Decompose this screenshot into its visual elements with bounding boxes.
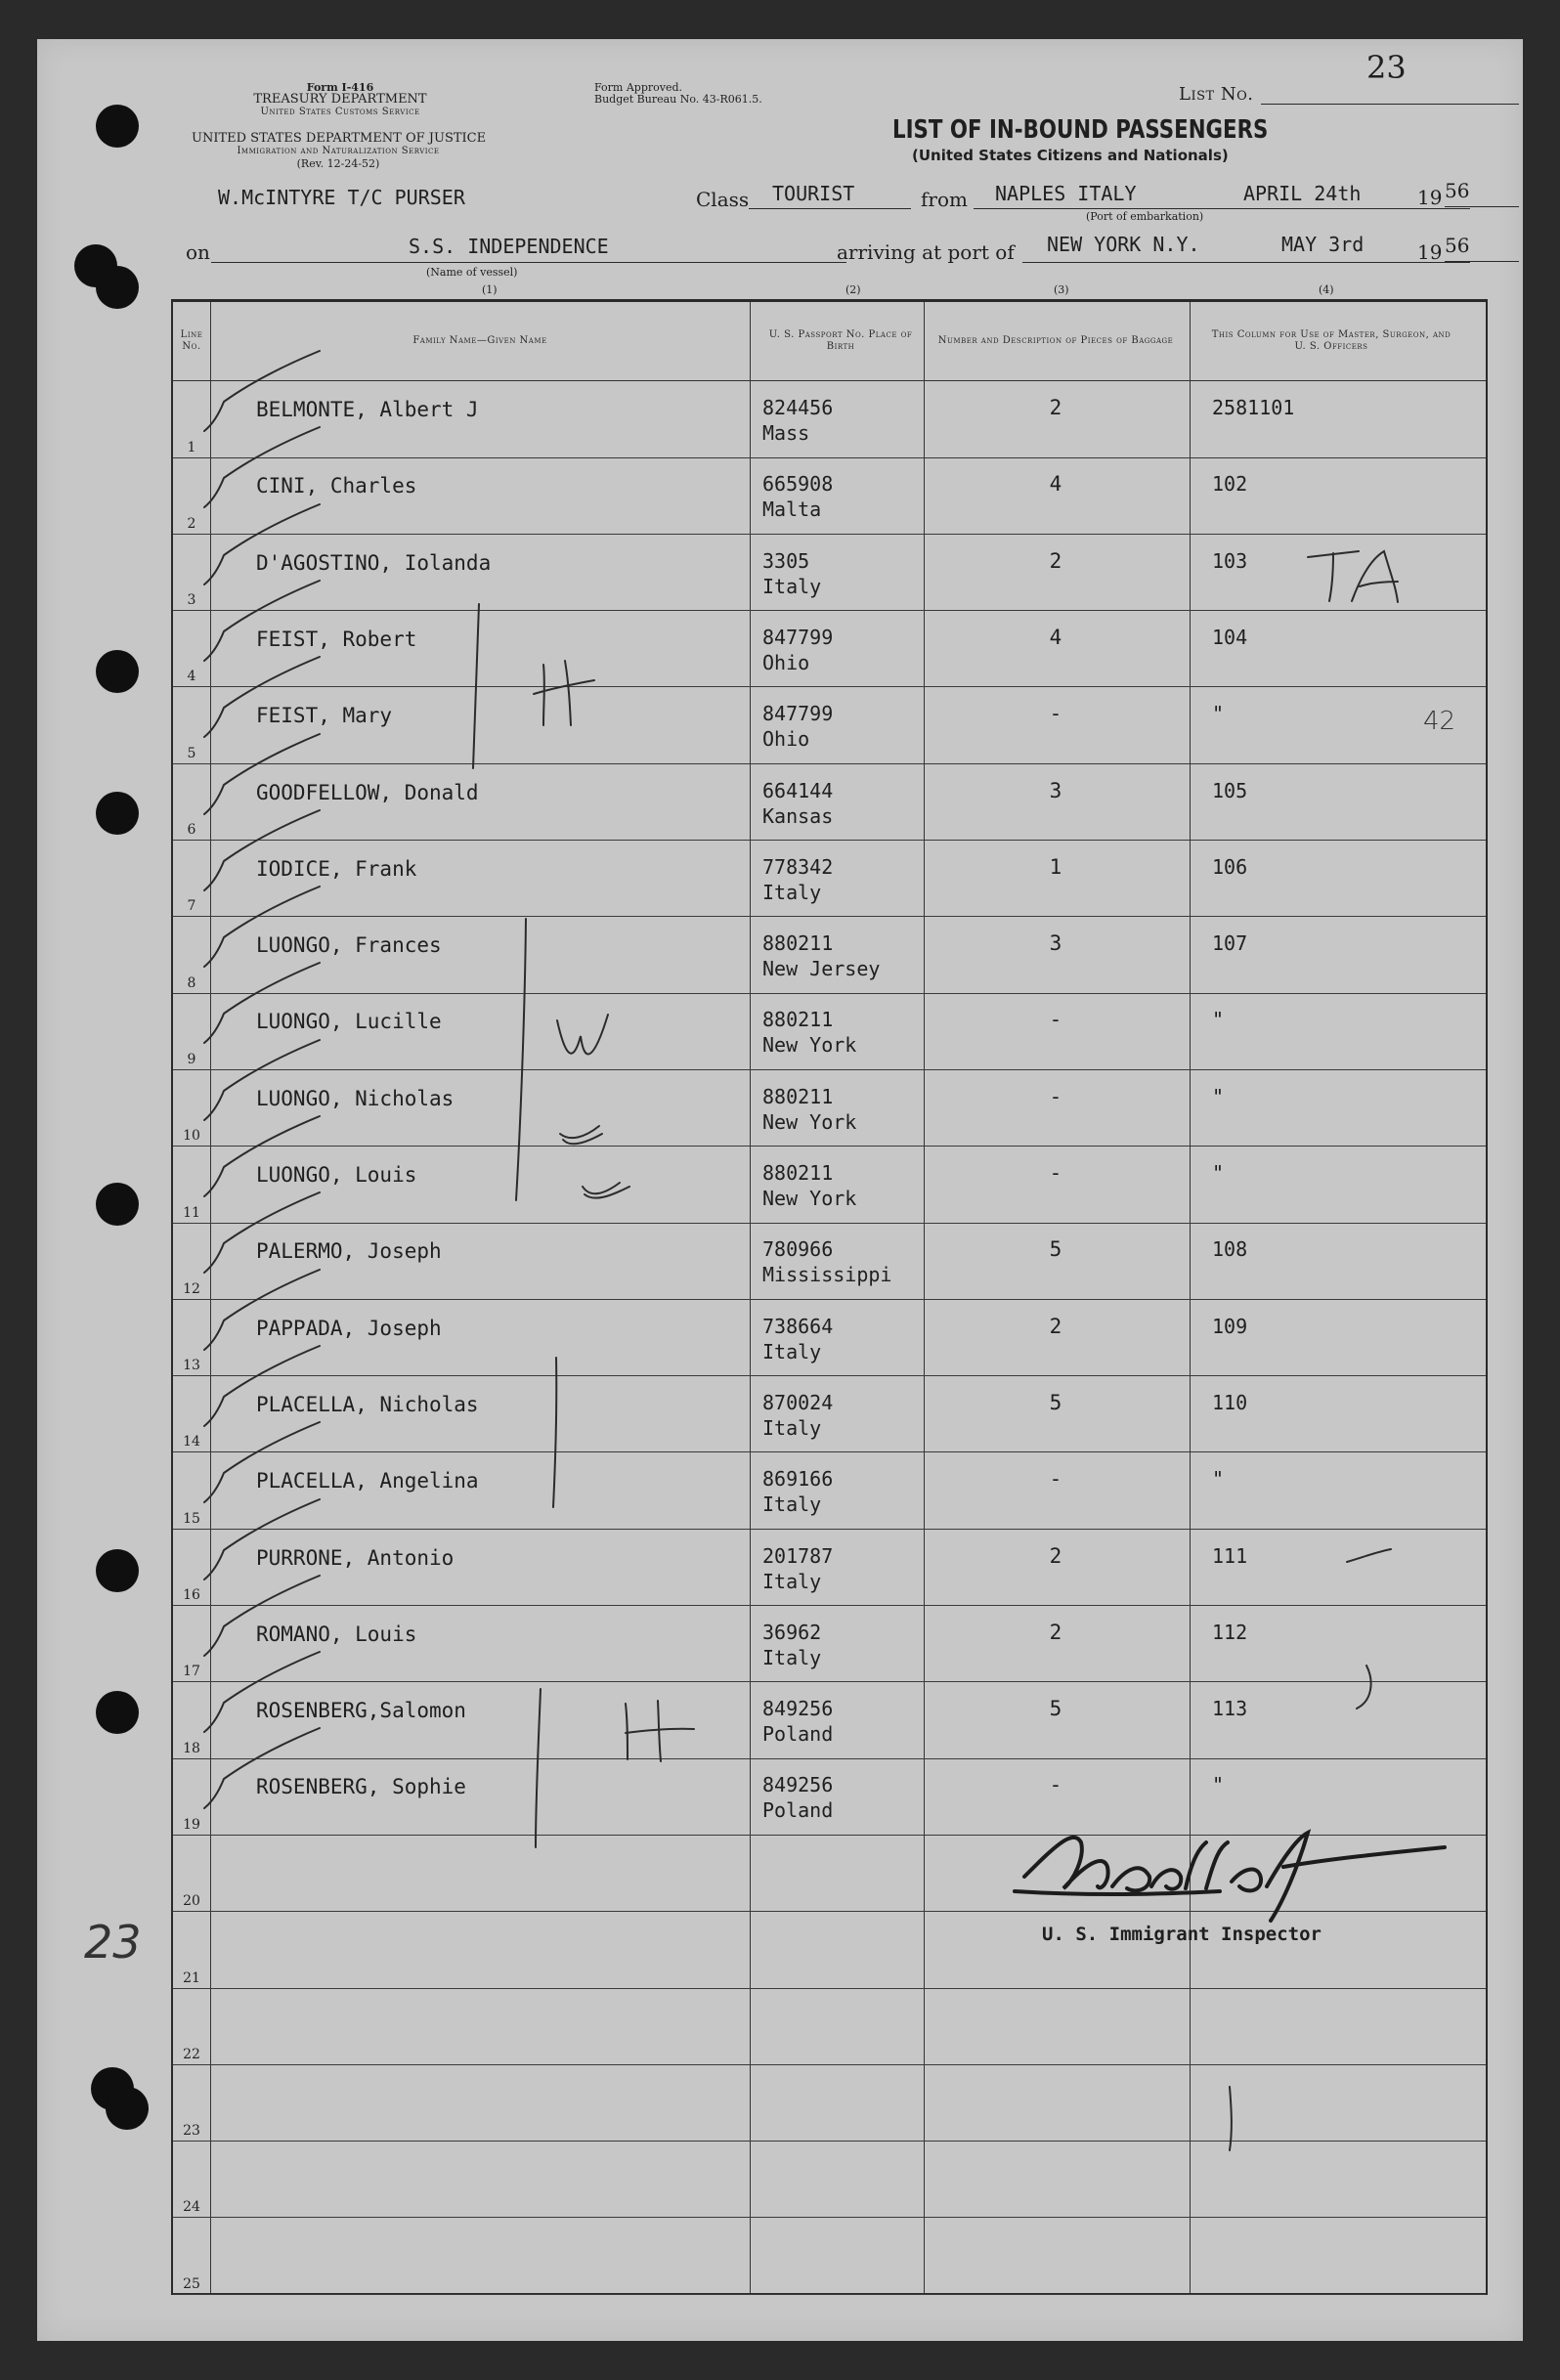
class-label: Class [696,188,750,211]
place-of-birth: Kansas [762,803,834,828]
officer-use-entry: 108 [1212,1237,1248,1262]
line-number: 1 [187,439,196,455]
place-of-birth: New York [762,1109,857,1134]
passport-number: 880211 [762,1084,834,1108]
passenger-name: GOODFELLOW, Donald [256,780,479,804]
purser-name: W.McINTYRE T/C PURSER [218,186,465,209]
line-number: 7 [187,898,196,915]
passenger-name: PLACELLA, Nicholas [256,1392,479,1416]
passenger-name: ROSENBERG,Salomon [256,1699,466,1723]
form-number: Form I-416 [306,81,374,94]
passport-number: 664144 [762,778,834,802]
line-number: 23 [183,2123,200,2140]
officer-use-entry: 110 [1212,1390,1248,1414]
officer-use-entry: " [1212,702,1225,726]
officer-use-entry: " [1212,1773,1225,1797]
line-number: 16 [183,1587,200,1603]
page-title: LIST OF IN-BOUND PASSENGERS [892,115,1269,145]
passenger-name: PAPPADA, Joseph [256,1316,442,1340]
passenger-name: BELMONTE, Albert J [256,398,479,421]
baggage-count: 2 [1049,396,1062,419]
line-number: 10 [183,1128,200,1145]
from-label: from [921,188,968,211]
form-revision: (Rev. 12-24-52) [296,157,380,170]
passport-number: 847799 [762,625,834,649]
line-number: 5 [187,745,196,761]
passport-number: 849256 [762,1697,834,1721]
passport-number: 880211 [762,931,834,956]
col-header-officers: This Column for Use of Master, Surgeon, and U. S. Officers [1211,329,1452,352]
line-number: 3 [187,592,196,609]
passport-number: 824456 [762,396,834,419]
inspector-caption: U. S. Immigrant Inspector [1042,1924,1322,1945]
arrival-year-value: 56 [1445,234,1470,257]
officer-use-entry: 102 [1212,472,1248,497]
passport-number: 3305 [762,548,810,573]
passport-number: 870024 [762,1390,834,1414]
passport-number: 778342 [762,854,834,879]
on-label: on [186,240,210,264]
ins-service: Immigration and Naturalization Service [237,146,440,156]
col-header-line: Line No. [180,329,203,352]
passenger-name: LUONGO, Frances [256,933,442,958]
line-number: 25 [183,2275,200,2292]
passport-number: 780966 [762,1237,834,1262]
page-subtitle: (United States Citizens and Nationals) [912,147,1229,164]
passport-number: 880211 [762,1161,834,1185]
passport-number: 869166 [762,1467,834,1492]
line-number: 17 [183,1664,200,1680]
col-marker-4: (4) [1319,283,1334,296]
passenger-name: D'AGOSTINO, Iolanda [256,550,492,575]
officer-use-entry: " [1212,1084,1225,1108]
budget-bureau: Budget Bureau No. 43-R061.5. [594,93,762,106]
line-number: 15 [183,1510,200,1527]
passenger-name: LUONGO, Louis [256,1163,417,1187]
baggage-count: 5 [1049,1697,1062,1721]
passenger-name: CINI, Charles [256,474,417,498]
baggage-count: - [1049,1467,1062,1492]
place-of-birth: Italy [762,1645,822,1669]
baggage-count: 5 [1049,1237,1062,1262]
line-number: 24 [183,2199,200,2216]
officer-use-entry: 2581101 [1212,396,1295,419]
officer-use-entry: 106 [1212,854,1248,879]
baggage-count: 3 [1049,778,1062,802]
baggage-count: 2 [1049,1543,1062,1568]
line-number: 4 [187,669,196,685]
officer-use-entry: 111 [1212,1543,1248,1568]
line-number: 14 [183,1434,200,1450]
place-of-birth: New York [762,1187,857,1210]
place-of-birth: Poland [762,1798,834,1823]
passport-number: 36962 [762,1620,822,1644]
place-of-birth: Malta [762,498,822,522]
h-mark-2 [624,1701,625,1702]
place-of-birth: New York [762,1033,857,1058]
margin-note-42: 42 [1423,707,1456,736]
officer-use-entry: 104 [1212,625,1248,649]
passenger-name: ROSENBERG, Sophie [256,1775,466,1799]
baggage-count: - [1049,1008,1062,1032]
line-number: 22 [183,2046,200,2062]
year-value: 56 [1445,179,1470,202]
class-value: TOURIST [772,182,855,205]
line-number: 2 [187,515,196,532]
baggage-count: 1 [1049,854,1062,879]
customs-service: United States Customs Service [260,107,420,117]
departure-date: APRIL 24th [1243,182,1362,205]
manifest-page [37,39,1523,2341]
line-number: 20 [183,1893,200,1910]
vessel-name: S.S. INDEPENDENCE [409,235,609,258]
passenger-name: LUONGO, Nicholas [256,1086,455,1110]
arriving-label: arriving at port of [837,240,1015,264]
arrival-year-prefix: 19 [1417,240,1443,264]
vessel-caption: (Name of vessel) [426,266,518,279]
h-mark-1 [536,665,537,666]
passenger-name: LUONGO, Lucille [256,1010,442,1034]
from-value: NAPLES ITALY [995,182,1137,205]
place-of-birth: Italy [762,1569,822,1593]
line-number: 11 [183,1204,200,1221]
col-header-name: Family Name—Given Name [412,335,547,346]
baggage-count: - [1049,1773,1062,1797]
baggage-count: - [1049,1084,1062,1108]
officer-use-entry: 113 [1212,1697,1248,1721]
col-header-baggage: Number and Description of Pieces of Baggage [937,335,1174,346]
officer-use-entry: " [1212,1161,1225,1185]
passenger-name: FEIST, Mary [256,704,393,728]
page-number: 23 [1366,49,1407,86]
baggage-count: 5 [1049,1390,1062,1414]
col-marker-2: (2) [845,283,861,296]
passenger-name: ROMANO, Louis [256,1622,417,1646]
baggage-count: 3 [1049,931,1062,956]
place-of-birth: Italy [762,1493,822,1517]
line-number: 18 [183,1740,200,1756]
handwriting-layer [37,39,1523,2341]
officer-use-entry: " [1212,1008,1225,1032]
treasury-department: TREASURY DEPARTMENT [253,92,427,107]
baggage-count: 2 [1049,1314,1062,1338]
col-marker-3: (3) [1054,283,1069,296]
col-marker-1: (1) [482,283,498,296]
officer-use-entry: 105 [1212,778,1248,802]
baggage-count: - [1049,702,1062,726]
list-no-label: List No. [1179,84,1254,105]
line-number: 12 [183,1280,200,1297]
arrival-date: MAY 3rd [1281,233,1365,256]
passport-number: 847799 [762,702,834,726]
place-of-birth: Ohio [762,650,810,674]
officer-use-entry: 112 [1212,1620,1248,1644]
passenger-name: PURRONE, Antonio [256,1545,455,1570]
passport-number: 665908 [762,472,834,497]
line-number: 8 [187,974,196,991]
form-approved: Form Approved. [594,81,683,94]
passenger-name: IODICE, Frank [256,856,417,881]
place-of-birth: Ohio [762,727,810,752]
officer-use-entry: 107 [1212,931,1248,956]
passenger-name: FEIST, Robert [256,627,417,651]
place-of-birth: Italy [762,1339,822,1363]
margin-note-23: 23 [84,1916,142,1969]
place-of-birth: Italy [762,880,822,904]
line-number: 21 [183,1969,200,1986]
passenger-name: PALERMO, Joseph [256,1239,442,1264]
baggage-count: - [1049,1161,1062,1185]
baggage-count: 2 [1049,548,1062,573]
ta-mark [1308,552,1309,553]
year-prefix: 19 [1417,186,1443,209]
place-of-birth: Mass [762,421,810,445]
place-of-birth: New Jersey [762,957,881,981]
line-number: 13 [183,1358,200,1374]
line-number: 6 [187,822,196,838]
place-of-birth: Mississippi [762,1263,892,1287]
line-number: 9 [187,1051,196,1067]
line-number: 19 [183,1816,200,1833]
passport-number: 738664 [762,1314,834,1338]
col-header-passport: U. S. Passport No. Place of Birth [768,329,913,352]
baggage-count: 2 [1049,1620,1062,1644]
passport-number: 201787 [762,1543,834,1568]
place-of-birth: Poland [762,1722,834,1747]
place-of-birth: Italy [762,574,822,598]
passport-number: 849256 [762,1773,834,1797]
baggage-count: 4 [1049,472,1062,497]
port-embarkation-caption: (Port of embarkation) [1086,210,1204,223]
passenger-name: PLACELLA, Angelina [256,1469,479,1493]
justice-department: UNITED STATES DEPARTMENT OF JUSTICE [192,131,487,146]
place-of-birth: Italy [762,1415,822,1440]
baggage-count: 4 [1049,625,1062,649]
arrival-port: NEW YORK N.Y. [1047,233,1200,256]
passport-number: 880211 [762,1008,834,1032]
officer-use-entry: " [1212,1467,1225,1492]
officer-use-entry: 109 [1212,1314,1248,1338]
officer-use-entry: 103 [1212,548,1248,573]
